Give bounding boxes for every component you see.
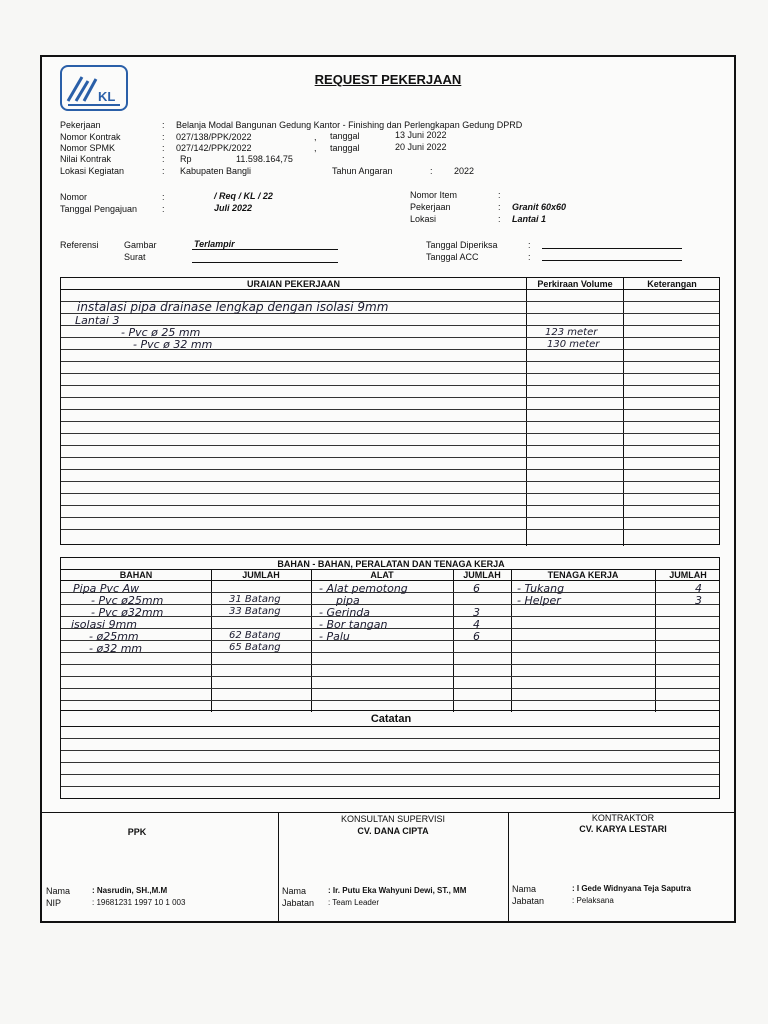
catatan-title: Catatan bbox=[370, 713, 412, 725]
tenaga-item: - Helper bbox=[517, 594, 561, 607]
bahan-item: Pipa Pvc Aw bbox=[73, 582, 140, 595]
colon: : bbox=[162, 192, 165, 202]
kontraktor-company: CV. KARYA LESTARI bbox=[579, 824, 667, 834]
ruled-line bbox=[61, 433, 719, 434]
ppk-nama-label: Nama bbox=[46, 886, 71, 896]
ruled-line bbox=[61, 652, 719, 653]
konsultan-company: CV. DANA CIPTA bbox=[357, 826, 429, 836]
surat-label: Surat bbox=[124, 252, 146, 262]
ruled-line bbox=[61, 457, 719, 458]
gambar-value: Terlampir bbox=[194, 239, 235, 249]
konsultan-jabatan-label: Jabatan bbox=[282, 898, 315, 908]
colon: : bbox=[162, 166, 165, 176]
pekerjaan-value: Belanja Modal Bangunan Gedung Kantor - Finishing dan Perlengkapan Gedung DPRD bbox=[176, 120, 523, 130]
ruled-line bbox=[61, 688, 719, 689]
uraian-line: instalasi pipa drainase lengkap dengan isolasi 9mm bbox=[77, 300, 389, 314]
bahan-item: isolasi 9mm bbox=[71, 618, 138, 631]
konsultan-nama: : Ir. Putu Eka Wahyuni Dewi, ST., MM bbox=[328, 886, 467, 895]
colon: : bbox=[528, 240, 531, 250]
colon: : bbox=[498, 190, 501, 200]
ruled-line bbox=[61, 700, 719, 701]
ruled-line bbox=[61, 786, 719, 787]
item-pekerjaan-value: Granit 60x60 bbox=[512, 202, 567, 212]
kontraktor-title: KONTRAKTOR bbox=[591, 813, 655, 823]
volume-value: 130 meter bbox=[547, 339, 600, 350]
bahan-jumlah: 33 Batang bbox=[229, 606, 281, 617]
ruled-line bbox=[61, 774, 719, 775]
alat-jumlah: 6 bbox=[473, 582, 480, 595]
kontraktor-jabatan-label: Jabatan bbox=[512, 896, 545, 906]
uraian-line: - Pvc ø 32 mm bbox=[133, 338, 213, 351]
alat-item: - Bor tangan bbox=[319, 618, 388, 631]
bahan-header: BAHAN bbox=[119, 570, 153, 580]
alat-jumlah: 6 bbox=[473, 630, 480, 643]
tenaga-jumlah: 3 bbox=[695, 594, 702, 607]
colon: : bbox=[498, 202, 501, 212]
ruled-line bbox=[61, 762, 719, 763]
alat-jumlah: 3 bbox=[473, 606, 480, 619]
nomor-item-label: Nomor Item bbox=[410, 190, 458, 200]
ruled-line bbox=[61, 397, 719, 398]
ruled-line bbox=[61, 469, 719, 470]
tanggal-pengajuan-label: Tanggal Pengajuan bbox=[60, 204, 138, 214]
gambar-line bbox=[192, 249, 338, 250]
alat-item: - Gerinda bbox=[319, 606, 371, 619]
bahan-jumlah: 31 Batang bbox=[229, 594, 281, 605]
referensi-label: Referensi bbox=[60, 240, 99, 250]
nomor-value: / Req / KL / 22 bbox=[214, 191, 273, 201]
uraian-line: - Pvc ø 25 mm bbox=[121, 326, 201, 339]
colon: : bbox=[498, 214, 501, 224]
colon: : bbox=[528, 252, 531, 262]
bahan-jumlah-header: JUMLAH bbox=[242, 570, 280, 580]
bahan-item: - ø25mm bbox=[89, 630, 139, 643]
spmk-tanggal: 20 Juni 2022 bbox=[395, 142, 447, 152]
ruled-line bbox=[61, 750, 719, 751]
ruled-line bbox=[61, 529, 719, 530]
tanggal-pengajuan-value: Juli 2022 bbox=[214, 203, 253, 213]
pekerjaan-label: Pekerjaan bbox=[60, 120, 101, 130]
spmk-tanggal-label: tanggal bbox=[330, 143, 360, 153]
svg-text:KL: KL bbox=[98, 89, 116, 104]
bahan-item: - ø32 mm bbox=[89, 642, 143, 655]
keterangan-header: Keterangan bbox=[647, 279, 697, 289]
form-title: REQUEST PEKERJAAN bbox=[314, 72, 462, 87]
bahan-item: - Pvc ø32mm bbox=[91, 606, 164, 619]
gambar-label: Gambar bbox=[124, 240, 157, 250]
alat-item: - Palu bbox=[319, 630, 350, 643]
kontraktor-nama: : I Gede Widnyana Teja Saputra bbox=[572, 884, 691, 893]
ruled-line bbox=[61, 373, 719, 374]
surat-line bbox=[192, 262, 338, 263]
ruled-line bbox=[61, 738, 719, 739]
alat-item: pipa bbox=[329, 594, 360, 607]
uraian-header: URAIAN PEKERJAAN bbox=[246, 279, 340, 289]
kontraktor-nama-label: Nama bbox=[512, 884, 537, 894]
ppk-title: PPK bbox=[127, 827, 147, 837]
ruled-line bbox=[61, 481, 719, 482]
ruled-line bbox=[61, 664, 719, 665]
uraian-table bbox=[60, 277, 720, 545]
comma: , bbox=[314, 132, 317, 142]
kontrak-label: Nomor Kontrak bbox=[60, 132, 121, 142]
item-lokasi-label: Lokasi bbox=[410, 214, 437, 224]
ruled-line bbox=[61, 361, 719, 362]
ruled-line bbox=[61, 640, 719, 641]
colon: : bbox=[162, 120, 165, 130]
ruled-line bbox=[61, 445, 719, 446]
konsultan-title: KONSULTAN SUPERVISI bbox=[340, 814, 446, 824]
spmk-value: 027/142/PPK/2022 bbox=[176, 143, 252, 153]
colon: : bbox=[162, 143, 165, 153]
colon: : bbox=[162, 154, 165, 164]
ruled-line bbox=[61, 385, 719, 386]
lokasi-label: Lokasi Kegiatan bbox=[60, 166, 125, 176]
catatan-box bbox=[60, 711, 720, 799]
alat-header: ALAT bbox=[370, 570, 394, 580]
ruled-line bbox=[61, 628, 719, 629]
konsultan-nama-label: Nama bbox=[282, 886, 307, 896]
kontrak-tanggal-label: tanggal bbox=[330, 131, 360, 141]
bahan-jumlah: 62 Batang bbox=[229, 630, 281, 641]
kontrak-value: 027/138/PPK/2022 bbox=[176, 132, 252, 142]
acc-label: Tanggal ACC bbox=[426, 252, 479, 262]
item-lokasi-value: Lantai 1 bbox=[512, 214, 547, 224]
nomor-label: Nomor bbox=[60, 192, 88, 202]
bahan-table bbox=[60, 557, 720, 711]
bahan-section-title: BAHAN - BAHAN, PERALATAN DAN TENAGA KERJA bbox=[277, 559, 505, 569]
tenaga-item: - Tukang bbox=[517, 582, 565, 595]
alat-item: - Alat pemotong bbox=[319, 582, 408, 595]
tenaga-jumlah: 4 bbox=[695, 582, 702, 595]
diperiksa-label: Tanggal Diperiksa bbox=[426, 240, 498, 250]
ruled-line bbox=[61, 676, 719, 677]
acc-field[interactable] bbox=[542, 260, 682, 261]
colon: : bbox=[162, 204, 165, 214]
uraian-line: Lantai 3 bbox=[75, 314, 120, 327]
tahun-value: 2022 bbox=[454, 166, 475, 176]
nilai-rp: Rp bbox=[180, 154, 192, 164]
konsultan-jabatan: : Team Leader bbox=[328, 898, 379, 907]
bahan-jumlah: 65 Batang bbox=[229, 642, 281, 653]
comma: , bbox=[314, 143, 317, 153]
alat-jumlah-header: JUMLAH bbox=[463, 570, 501, 580]
nilai-value: 11.598.164,75 bbox=[236, 154, 293, 164]
ppk-nip-label: NIP bbox=[46, 898, 62, 908]
nilai-label: Nilai Kontrak bbox=[60, 154, 112, 164]
ruled-line bbox=[61, 517, 719, 518]
spmk-label: Nomor SPMK bbox=[60, 143, 116, 153]
ppk-nip: : 19681231 1997 10 1 003 bbox=[92, 898, 186, 907]
tahun-label: Tahun Angaran bbox=[332, 166, 393, 176]
colon: : bbox=[162, 132, 165, 142]
kontraktor-jabatan: : Pelaksana bbox=[572, 896, 614, 905]
kontrak-tanggal: 13 Juni 2022 bbox=[395, 130, 447, 140]
diperiksa-field[interactable] bbox=[542, 248, 682, 249]
item-pekerjaan-label: Pekerjaan bbox=[410, 202, 451, 212]
tenaga-jumlah-header: JUMLAH bbox=[669, 570, 707, 580]
ruled-line bbox=[61, 421, 719, 422]
ruled-line bbox=[61, 505, 719, 506]
request-form bbox=[40, 55, 736, 923]
lokasi-value: Kabupaten Bangli bbox=[180, 166, 252, 176]
ppk-nama: : Nasrudin, SH.,M.M bbox=[92, 886, 168, 895]
bahan-item: - Pvc ø25mm bbox=[91, 594, 164, 607]
volume-value: 123 meter bbox=[545, 327, 598, 338]
alat-jumlah: 4 bbox=[473, 618, 480, 631]
tenaga-header: TENAGA KERJA bbox=[547, 570, 619, 580]
ruled-line bbox=[61, 409, 719, 410]
colon: : bbox=[430, 166, 433, 176]
ruled-line bbox=[61, 493, 719, 494]
volume-header: Perkiraan Volume bbox=[537, 279, 613, 289]
